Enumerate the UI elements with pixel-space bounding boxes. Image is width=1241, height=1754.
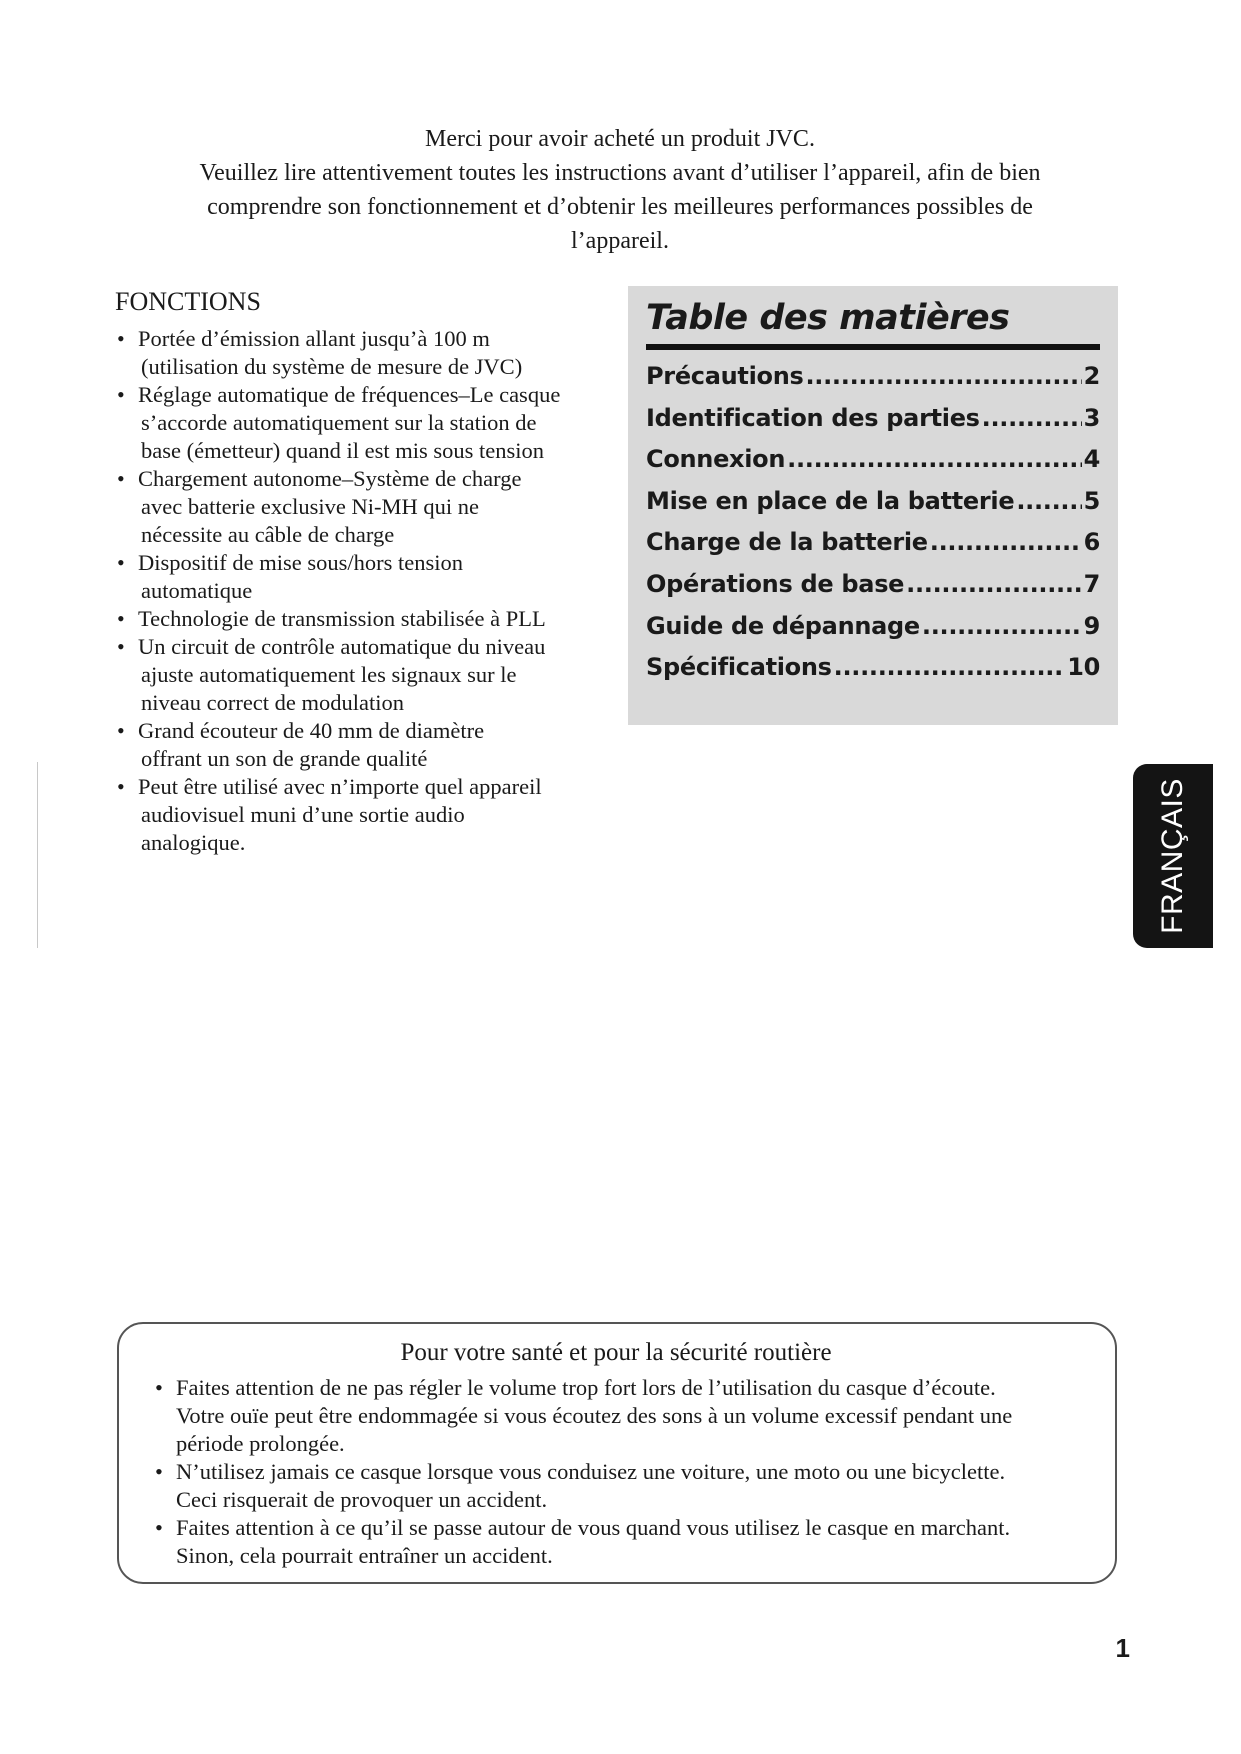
toc-title: Table des matières bbox=[646, 294, 1100, 350]
safety-line: Sinon, cela pourrait entraîner un accident. bbox=[176, 1543, 553, 1568]
feature-line: nécessite au câble de charge bbox=[141, 522, 395, 547]
toc-leader-dots bbox=[834, 653, 1066, 681]
toc-leader-dots bbox=[982, 404, 1082, 432]
toc-entry-battery-charge[interactable] bbox=[646, 528, 1100, 570]
toc-entry-label: Identification des parties bbox=[646, 403, 980, 432]
feature-line: • Réglage automatique de fréquences–Le casque bbox=[138, 382, 561, 407]
feature-line: base (émetteur) quand il est mis sous tension bbox=[141, 438, 545, 463]
feature-line: audiovisuel muni d’une sortie audio bbox=[141, 802, 465, 827]
safety-item bbox=[137, 1514, 1095, 1570]
toc-entry-page: 2 bbox=[1083, 362, 1100, 390]
safety-line: • Faites attention à ce qu’il se passe autour de vous quand vous utilisez le casque en marchant. bbox=[176, 1515, 1011, 1540]
toc-entry-basic-operations[interactable] bbox=[646, 570, 1100, 612]
feature-line: s’accorde automatiquement sur la station de bbox=[141, 410, 537, 435]
safety-list bbox=[137, 1374, 1095, 1570]
safety-heading: Pour votre santé et pour la sécurité routière bbox=[400, 1339, 832, 1366]
toc-entry-identification[interactable] bbox=[646, 404, 1100, 446]
toc-entry-label: Mise en place de la batterie bbox=[646, 486, 1015, 515]
toc-entry-page: 10 bbox=[1067, 653, 1100, 682]
toc-entry-label: Charge de la batterie bbox=[646, 528, 928, 557]
intro-line: Veuillez lire attentivement toutes les instructions avant d’utiliser l’appareil, afin de bien bbox=[199, 160, 1041, 186]
safety-line: période prolongée. bbox=[176, 1431, 345, 1456]
feature-line: (utilisation du système de mesure de JVC) bbox=[141, 354, 523, 379]
page-number: 1 bbox=[1115, 1633, 1130, 1663]
toc-entry-troubleshooting[interactable] bbox=[646, 612, 1100, 654]
toc-entry-connexion[interactable] bbox=[646, 445, 1100, 487]
toc-leader-dots bbox=[922, 612, 1082, 640]
toc-leader-dots bbox=[1016, 487, 1081, 515]
toc-entry-page: 7 bbox=[1083, 569, 1100, 598]
intro-paragraph bbox=[120, 122, 1120, 258]
toc-leader-dots bbox=[805, 362, 1081, 390]
intro-line: l’appareil. bbox=[571, 228, 669, 254]
safety-line: Votre ouïe peut être endommagée si vous écoutez des sons à un volume excessif pendant une bbox=[176, 1403, 1013, 1428]
safety-item bbox=[137, 1374, 1095, 1458]
toc-entry-label: Opérations de base bbox=[646, 569, 905, 598]
feature-line: analogique. bbox=[141, 830, 246, 855]
intro-line: comprendre son fonctionnement et d’obtenir les meilleures performances possibles de bbox=[207, 194, 1033, 220]
feature-item bbox=[115, 381, 615, 465]
toc-entry-page: 4 bbox=[1083, 445, 1100, 474]
features-heading: FONCTIONS bbox=[115, 287, 261, 316]
language-tab bbox=[1133, 764, 1213, 948]
features-list bbox=[115, 325, 615, 857]
feature-item bbox=[115, 465, 615, 549]
feature-line: • Portée d’émission allant jusqu’à 100 m bbox=[138, 326, 490, 351]
toc-entry-specifications[interactable] bbox=[646, 653, 1100, 695]
feature-line: • Dispositif de mise sous/hors tension bbox=[138, 550, 463, 575]
safety-line: Ceci risquerait de provoquer un accident. bbox=[176, 1487, 548, 1512]
feature-line: • Chargement autonome–Système de charge bbox=[138, 466, 522, 491]
safety-line: • Faites attention de ne pas régler le volume trop fort lors de l’utilisation du casque d’écoute. bbox=[176, 1375, 996, 1400]
feature-line: • Un circuit de contrôle automatique du niveau bbox=[138, 634, 546, 659]
toc-entry-label: Connexion bbox=[646, 445, 786, 474]
intro-line: Merci pour avoir acheté un produit JVC. bbox=[425, 126, 815, 152]
feature-line: • Technologie de transmission stabilisée à PLL bbox=[138, 606, 546, 631]
toc-entry-page: 6 bbox=[1083, 528, 1100, 557]
margin-rule bbox=[37, 762, 38, 948]
feature-item bbox=[115, 325, 615, 381]
feature-item bbox=[115, 717, 615, 773]
feature-line: avec batterie exclusive Ni-MH qui ne bbox=[141, 494, 479, 519]
features-section bbox=[115, 285, 615, 857]
toc-leader-dots bbox=[930, 528, 1082, 556]
toc-entry-label: Précautions bbox=[646, 362, 804, 390]
toc-entry-label: Spécifications bbox=[646, 653, 832, 682]
toc-entry-page: 3 bbox=[1083, 403, 1100, 432]
feature-item bbox=[115, 773, 615, 857]
feature-line: automatique bbox=[141, 578, 253, 603]
feature-line: niveau correct de modulation bbox=[141, 690, 405, 715]
toc-leader-dots bbox=[906, 570, 1081, 598]
toc-entry-battery-install[interactable] bbox=[646, 487, 1100, 529]
safety-item bbox=[137, 1458, 1095, 1514]
table-of-contents bbox=[628, 286, 1118, 725]
feature-item bbox=[115, 633, 615, 717]
feature-item bbox=[115, 549, 615, 605]
toc-entry-page: 5 bbox=[1083, 486, 1100, 515]
feature-item bbox=[115, 605, 615, 633]
feature-line: • Grand écouteur de 40 mm de diamètre bbox=[138, 718, 485, 743]
feature-line: offrant un son de grande qualité bbox=[141, 746, 428, 771]
language-tab-label: FRANÇAIS bbox=[1156, 778, 1189, 934]
safety-line: • N’utilisez jamais ce casque lorsque vous conduisez une voiture, une moto ou une bicyclette. bbox=[176, 1459, 1006, 1484]
toc-entry-precautions[interactable] bbox=[646, 362, 1100, 404]
feature-line: • Peut être utilisé avec n’importe quel appareil bbox=[138, 774, 542, 799]
safety-notice-box bbox=[117, 1322, 1117, 1584]
feature-line: ajuste automatiquement les signaux sur le bbox=[141, 662, 517, 687]
toc-entry-page: 9 bbox=[1083, 611, 1100, 640]
toc-leader-dots bbox=[787, 445, 1081, 473]
toc-entry-label: Guide de dépannage bbox=[646, 611, 920, 640]
